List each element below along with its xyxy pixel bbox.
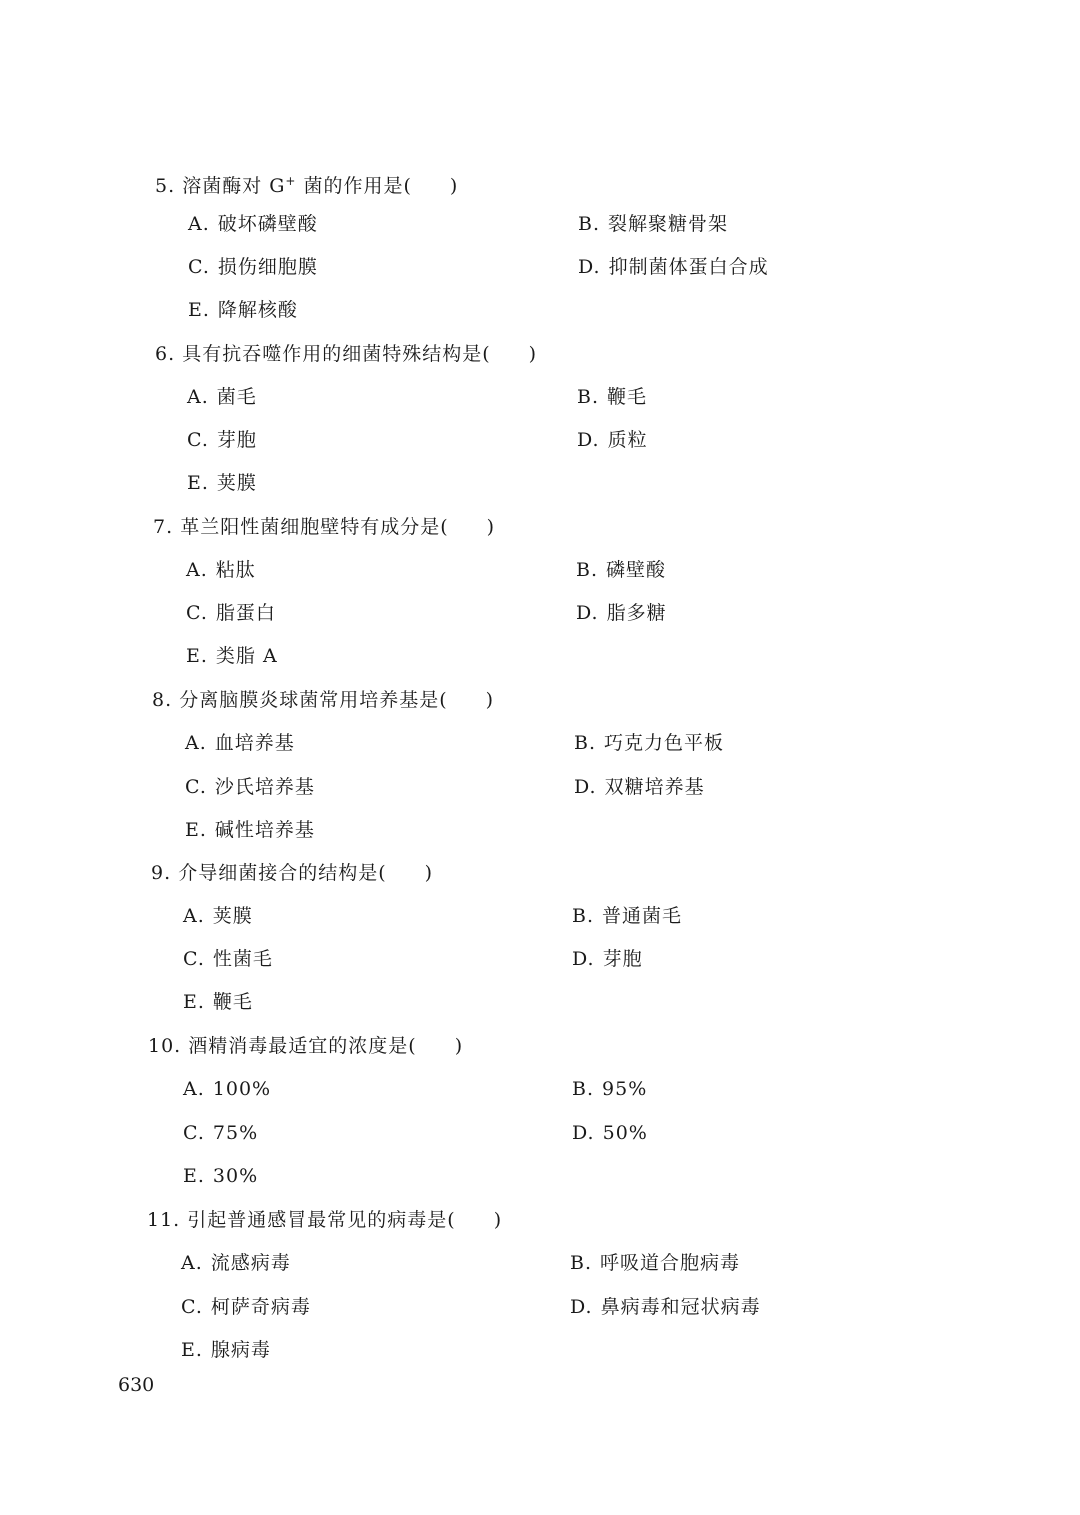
question-8 — [152, 685, 1052, 841]
option-d — [576, 598, 667, 628]
question-text-part: 溶菌酶对 G — [182, 175, 286, 197]
question-number: 7. — [153, 516, 174, 538]
option-c — [188, 252, 318, 282]
option-key: E. — [186, 645, 208, 667]
option-text: 质粒 — [607, 429, 648, 451]
close-paren: ) — [485, 689, 495, 711]
option-a — [188, 209, 318, 239]
option-key: D. — [570, 1296, 593, 1318]
question-5 — [155, 166, 1055, 321]
option-key: E. — [188, 299, 210, 321]
option-key: D. — [578, 256, 601, 278]
option-a — [187, 382, 257, 412]
option-d — [574, 772, 705, 802]
question-number: 11. — [147, 1209, 181, 1231]
option-key: C. — [188, 256, 210, 278]
option-b — [570, 1248, 740, 1278]
option-b — [576, 555, 666, 585]
option-key: C. — [183, 1122, 205, 1144]
option-text: 巧克力色平板 — [604, 732, 725, 754]
option-text: 菌毛 — [216, 386, 257, 408]
question-text: 革兰阳性菌细胞壁特有成分是( — [180, 516, 449, 538]
close-paren: ) — [493, 1209, 503, 1231]
option-c — [186, 598, 276, 628]
question-10 — [148, 1031, 1048, 1187]
option-text: 30% — [212, 1165, 259, 1187]
option-key: B. — [577, 386, 600, 408]
option-key: A. — [183, 905, 205, 927]
option-key: B. — [572, 905, 595, 927]
question-text-part: 菌的作用是( — [296, 175, 412, 197]
option-text: 脂多糖 — [606, 602, 667, 624]
option-text: 100% — [212, 1078, 272, 1100]
option-text: 普通菌毛 — [602, 905, 683, 927]
question-text: 分离脑膜炎球菌常用培养基是( — [179, 689, 448, 711]
question-stem — [151, 858, 1051, 888]
option-c — [185, 772, 315, 802]
option-text: 磷壁酸 — [606, 559, 667, 581]
question-number: 5. — [155, 175, 176, 197]
option-a — [186, 555, 256, 585]
option-a — [185, 728, 295, 758]
option-text: 75% — [212, 1122, 259, 1144]
option-key: A. — [187, 386, 209, 408]
option-text: 芽胞 — [216, 429, 257, 451]
close-paren: ) — [528, 343, 538, 365]
option-text: 鞭毛 — [212, 991, 253, 1013]
option-key: E. — [183, 1165, 205, 1187]
option-key: A. — [181, 1252, 203, 1274]
option-d — [572, 944, 643, 974]
option-text: 损伤细胞膜 — [217, 256, 318, 278]
option-e — [186, 641, 278, 671]
close-paren: ) — [454, 1035, 464, 1057]
question-7 — [153, 512, 1053, 667]
option-key: E. — [183, 991, 205, 1013]
option-d — [570, 1292, 761, 1322]
option-b — [578, 209, 728, 239]
close-paren: ) — [449, 175, 459, 197]
option-text: 双糖培养基 — [604, 776, 705, 798]
option-text: 流感病毒 — [210, 1252, 291, 1274]
question-11 — [147, 1205, 1047, 1361]
question-stem — [155, 166, 1055, 196]
option-e — [187, 468, 257, 498]
option-text: 荚膜 — [216, 472, 257, 494]
option-key: B. — [574, 732, 597, 754]
option-key: A. — [186, 559, 208, 581]
option-key: A. — [185, 732, 207, 754]
option-b — [572, 901, 682, 931]
question-6 — [155, 339, 1055, 494]
question-number: 9. — [151, 862, 172, 884]
option-b — [577, 382, 647, 412]
option-key: E. — [181, 1339, 203, 1361]
option-e — [185, 815, 315, 845]
option-c — [187, 425, 257, 455]
option-c — [183, 944, 273, 974]
option-text: 鞭毛 — [607, 386, 648, 408]
option-text: 碱性培养基 — [214, 819, 315, 841]
option-b — [574, 728, 724, 758]
option-key: A. — [183, 1078, 205, 1100]
question-text: 介导细菌接合的结构是( — [178, 862, 387, 884]
option-text: 降解核酸 — [217, 299, 298, 321]
question-number: 8. — [152, 689, 173, 711]
option-key: C. — [183, 948, 205, 970]
option-key: C. — [186, 602, 208, 624]
option-key: B. — [578, 213, 601, 235]
option-e — [183, 1161, 258, 1191]
option-e — [183, 987, 253, 1017]
option-key: E. — [187, 472, 209, 494]
question-stem — [147, 1205, 1047, 1235]
option-b — [572, 1074, 647, 1104]
option-text: 柯萨奇病毒 — [210, 1296, 311, 1318]
question-stem — [152, 685, 1052, 715]
close-paren: ) — [486, 516, 496, 538]
option-a — [183, 1074, 271, 1104]
option-key: D. — [574, 776, 597, 798]
option-d — [572, 1118, 648, 1148]
option-key: D. — [577, 429, 600, 451]
option-text: 芽胞 — [602, 948, 643, 970]
option-key: B. — [572, 1078, 595, 1100]
question-stem — [155, 339, 1055, 369]
option-text: 沙氏培养基 — [214, 776, 315, 798]
option-key: D. — [576, 602, 599, 624]
option-text: 破坏磷壁酸 — [217, 213, 318, 235]
option-text: 呼吸道合胞病毒 — [600, 1252, 741, 1274]
question-9 — [151, 858, 1051, 1013]
option-text: 脂蛋白 — [215, 602, 276, 624]
option-text: 粘肽 — [215, 559, 256, 581]
option-key: E. — [185, 819, 207, 841]
option-text: 50% — [602, 1122, 648, 1144]
option-key: D. — [572, 1122, 595, 1144]
option-text: 裂解聚糖骨架 — [608, 213, 729, 235]
close-paren: ) — [424, 862, 434, 884]
option-a — [181, 1248, 291, 1278]
option-c — [183, 1118, 258, 1148]
option-text: 抑制菌体蛋白合成 — [608, 256, 769, 278]
option-text: 血培养基 — [214, 732, 295, 754]
option-text: 类脂 A — [215, 645, 278, 667]
option-e — [181, 1335, 271, 1365]
option-key: C. — [187, 429, 209, 451]
option-text: 鼻病毒和冠状病毒 — [600, 1296, 761, 1318]
option-text: 腺病毒 — [210, 1339, 271, 1361]
option-d — [577, 425, 648, 455]
option-key: B. — [570, 1252, 593, 1274]
option-text: 95% — [602, 1078, 648, 1100]
option-d — [578, 252, 769, 282]
question-text: 酒精消毒最适宜的浓度是( — [188, 1035, 417, 1057]
question-stem — [148, 1031, 1048, 1061]
option-a — [183, 901, 253, 931]
option-key: C. — [185, 776, 207, 798]
option-key: A. — [188, 213, 210, 235]
option-text: 荚膜 — [212, 905, 253, 927]
page-number: 630 — [118, 1374, 155, 1396]
question-number: 6. — [155, 343, 176, 365]
question-stem — [153, 512, 1053, 542]
option-text: 性菌毛 — [212, 948, 273, 970]
option-c — [181, 1292, 311, 1322]
question-text: 引起普通感冒最常见的病毒是( — [187, 1209, 456, 1231]
question-text: 具有抗吞噬作用的细菌特殊结构是( — [182, 343, 491, 365]
superscript-plus: + — [285, 174, 297, 188]
question-number: 10. — [148, 1035, 182, 1057]
option-key: B. — [576, 559, 599, 581]
option-key: C. — [181, 1296, 203, 1318]
option-key: D. — [572, 948, 595, 970]
option-e — [188, 295, 298, 325]
